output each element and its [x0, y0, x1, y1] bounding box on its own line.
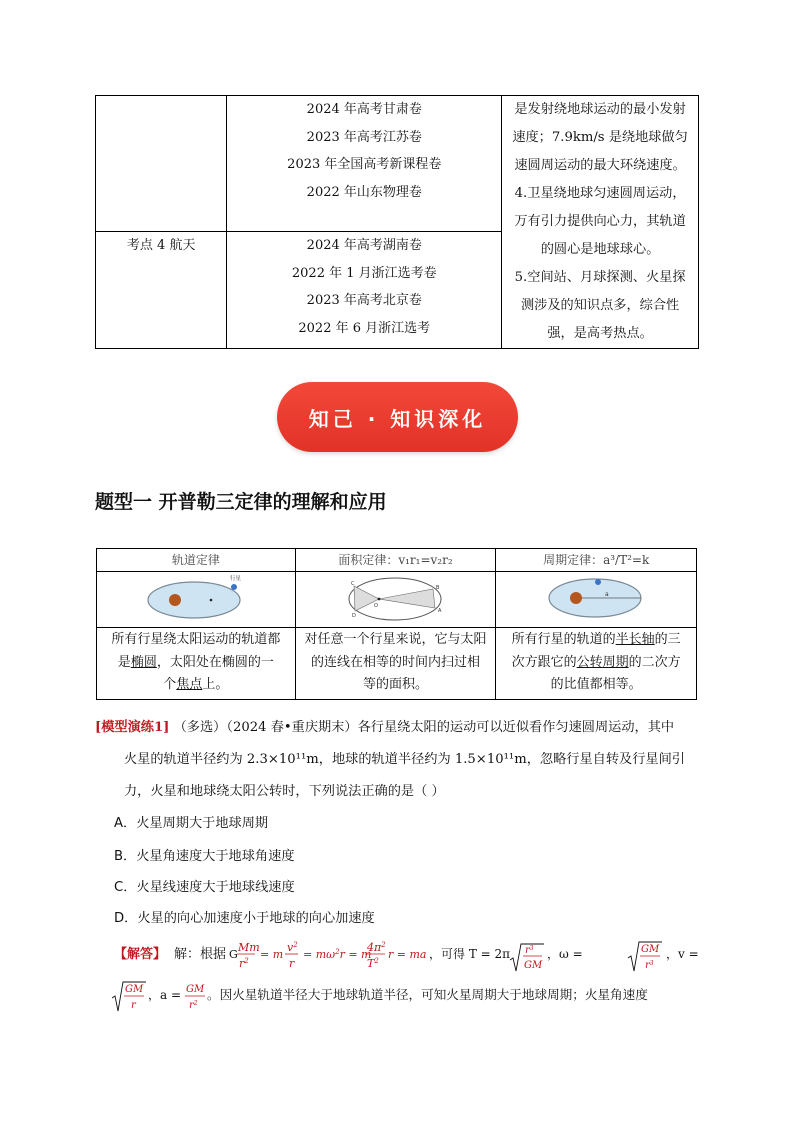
list-item: 万有引力提供向心力，其轨道: [514, 214, 686, 229]
orbit-ellipse-figure: [98, 572, 294, 624]
question-text: （多选）（2024 春•重庆期末）各行星绕太阳的运动可以近似看作匀速圆周运动，其中: [173, 720, 675, 735]
planet-icon: [595, 579, 601, 585]
question-line-3: 力，火星和地球绕太阳公转时，下列说法正确的是（ ）: [124, 784, 445, 799]
svg-text:GM: GM: [125, 984, 144, 995]
svg-text:v2: $v^2$: [287, 941, 298, 954]
svg-text:GM: GM: [641, 944, 660, 955]
svg-text:= mω2r = m: = $m\omega^2r = m$: [303, 948, 372, 961]
list-item: 2022 年山东物理卷: [306, 184, 422, 200]
exam-point-title: 考点 4 航天: [126, 238, 196, 254]
sun-icon: [570, 592, 582, 604]
answer-formula: [114, 938, 704, 978]
table-cell: [96, 96, 227, 232]
area-ellipse-figure: [296, 572, 494, 624]
svg-text:G: G: [229, 948, 238, 961]
text-line: 次方跟它的公转周期的二次方: [511, 654, 681, 670]
svg-text:4π2: $4\pi^2$: [367, 941, 386, 954]
question-line-1: [95, 716, 674, 735]
underlined-term: 焦点: [176, 677, 203, 692]
list-item: 2024 年高考甘肃卷: [306, 102, 422, 117]
banner-text: 知己 · 知识深化: [308, 406, 487, 431]
answer-tail: 。因火星轨道半径大于地球轨道半径，可知火星周期大于地球周期；火星角速度: [207, 987, 648, 1002]
label-o: O: [374, 603, 379, 609]
answer-line-2: [110, 978, 710, 1018]
list-item: 5.空间站、月球探测、火星探: [514, 270, 686, 285]
list-item: 2023 年高考北京卷: [306, 293, 422, 309]
analysis-cell: [502, 96, 699, 349]
answer-after-eq: ，可得 T = 2π: [429, 947, 511, 961]
answer-formula-2: [110, 978, 710, 1018]
section-heading: 题型一 开普勒三定律的理解和应用: [95, 491, 387, 513]
text-line: 的比值都相等。: [550, 677, 642, 692]
underlined-term: 公转周期: [576, 654, 629, 670]
period-ellipse-figure: [497, 572, 695, 624]
kepler-laws-table: [96, 548, 697, 700]
text-line: 个焦点上。: [163, 677, 229, 692]
svg-text:r2: $r^2$: [189, 1000, 198, 1011]
svg-text:GM: GM: [186, 984, 205, 995]
list-item: 强，是高考热点。: [547, 326, 653, 341]
list-item: 2022 年 6 月浙江选考: [298, 320, 431, 336]
label-d: D: [352, 613, 357, 619]
law-text-area: [295, 628, 496, 700]
semi-major-axis-label: a: [605, 591, 609, 598]
option-a[interactable]: A．火星周期大于地球周期: [114, 816, 269, 831]
answer-v: ，v =: [666, 947, 699, 961]
answer-a: ，a =: [148, 988, 182, 1002]
law-header-area: 面积定律：v₁r₁=v₂r₂: [295, 549, 496, 572]
exam-points-table: [95, 95, 699, 349]
text-line: 所有行星的轨道的半长轴的三: [511, 632, 681, 647]
answer-omega: ，ω =: [547, 947, 583, 961]
period-diagram: [496, 572, 697, 628]
option-c[interactable]: C．火星线速度大于地球线速度: [114, 880, 295, 895]
underlined-term: 半长轴: [615, 632, 655, 647]
svg-text:r: r: [131, 1000, 136, 1011]
list-item: 测涉及的知识点多，综合性: [520, 298, 680, 313]
list-item: 是发射绕地球运动的最小发射: [514, 102, 686, 117]
list-item: 2023 年高考江苏卷: [306, 129, 422, 145]
answer-line-1: [114, 938, 704, 978]
underlined-term: 椭圆: [130, 654, 157, 670]
label-b: B: [436, 585, 440, 591]
label-a: A: [438, 608, 442, 614]
svg-text:GM: GM: [524, 960, 543, 971]
list-item: 的圆心是地球球心。: [540, 242, 660, 257]
label-c: C: [351, 581, 355, 587]
area-diagram: [295, 572, 496, 628]
list-item: 速度；7.9km/s 是绕地球做匀: [512, 130, 688, 145]
list-item: 速圆周运动的最大环绕速度。: [514, 158, 686, 173]
svg-text:= m: = m: [260, 948, 284, 961]
svg-text:Mm: Mm: [238, 941, 260, 954]
list-item: 4.卫星绕地球匀速圆周运动，: [514, 186, 686, 201]
text-line: 等的面积。: [362, 677, 428, 692]
law-header-orbit: 轨道定律: [97, 549, 296, 572]
planet-label: 行星: [229, 576, 241, 582]
exam-source-list: [227, 96, 502, 232]
option-b[interactable]: B．火星角速度大于地球角速度: [114, 849, 295, 864]
text-line: 对任意一个行星来说，它与太阳: [304, 632, 487, 647]
exam-point-label: [96, 232, 227, 349]
answer-lead: 解：根据: [174, 947, 227, 962]
svg-text:r = ma: r = ma: [388, 948, 427, 961]
list-item: 2024 年高考湖南卷: [306, 238, 422, 254]
option-d[interactable]: D．火星的向心加速度小于地球的向心加速度: [114, 911, 375, 926]
list-item: 2022 年 1 月浙江选考卷: [291, 265, 437, 281]
exam-source-list: [227, 232, 502, 349]
text-line: 是椭圆，太阳处在椭圆的一: [117, 654, 274, 670]
answer-tag: 【解答】: [114, 947, 167, 962]
svg-text:r2: $r^2$: [239, 957, 249, 970]
orbit-diagram: [97, 572, 296, 628]
question-line-2: 火星的轨道半径约为 2.3×10¹¹m，地球的轨道半径约为 1.5×10¹¹m，忽略行星自转及行星间引: [124, 752, 685, 767]
svg-text:r3: $r^3$: [525, 945, 534, 956]
planet-icon: [231, 584, 237, 590]
svg-text:T2: $T^2$: [367, 957, 379, 970]
sun-icon: [169, 594, 181, 606]
text-line: 所有行星绕太阳运动的轨道都: [111, 632, 281, 647]
svg-text:r3: $r^3$: [645, 960, 654, 971]
law-header-period: 周期定律：a³/T²=k: [496, 549, 697, 572]
law-text-orbit: [97, 628, 296, 700]
svg-text:r: r: [289, 957, 295, 970]
text-line: 的连线在相等的时间内扫过相: [310, 654, 480, 670]
question-tag: [模型演练1]: [95, 720, 170, 735]
list-item: 2023 年全国高考新课程卷: [287, 157, 442, 172]
section-banner: [277, 382, 518, 452]
law-text-period: [496, 628, 697, 700]
